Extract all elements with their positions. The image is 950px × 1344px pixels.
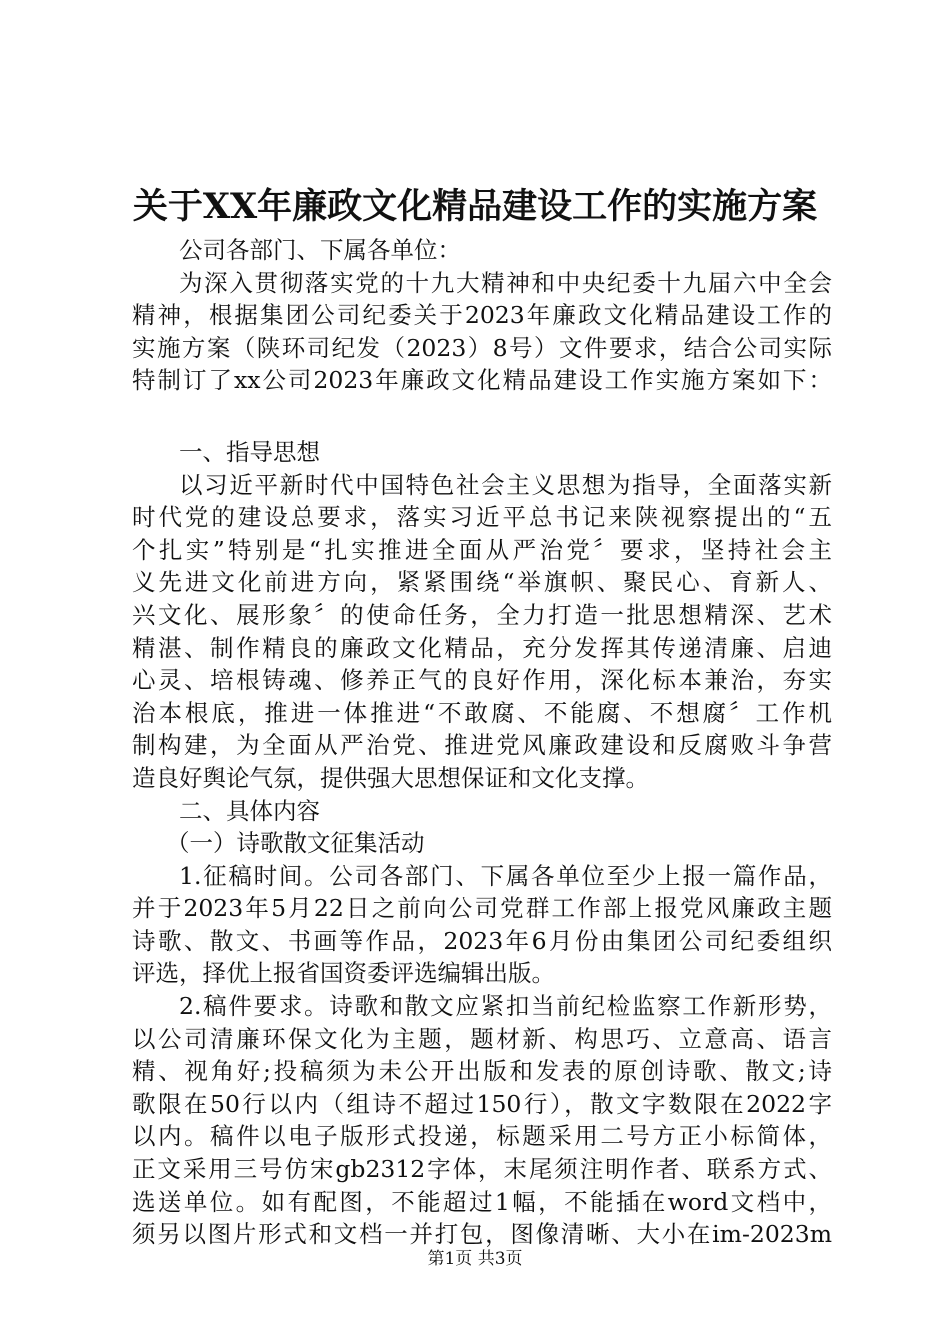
text-line: 正文采用三号仿宋gb2312字体，末尾须注明作者、联系方式、: [132, 1155, 832, 1184]
text-line: 兴文化、展形象〞的使命任务，全力打造一批思想精深、艺术: [132, 600, 832, 629]
text-line: 为深入贯彻落实党的十九大精神和中央纪委十九届六中全会: [179, 268, 832, 297]
text-line: 公司各部门、下属各单位：: [179, 236, 461, 264]
text-line: 二、具体内容: [179, 796, 320, 825]
text-line: 精湛、制作精良的廉政文化精品，充分发挥其传递清廉、启迪: [132, 633, 832, 662]
text-line: 并于2023年5月22日之前向公司党群工作部上报党风廉政主题: [132, 894, 832, 923]
text-line: （一）诗歌散文征集活动: [166, 829, 425, 858]
document-title: 关于XX年廉政文化精品建设工作的实施方案: [132, 186, 818, 227]
text-line: 义先进文化前进方向，紧紧围绕“举旗帜、聚民心、育新人、: [132, 568, 832, 597]
text-line: 以内。稿件以电子版形式投递，标题采用二号方正小标简体，: [132, 1122, 832, 1151]
text-line: 造良好舆论气氛，提供强大思想保证和文化支撑。: [132, 763, 649, 792]
text-line: 精、视角好;投稿须为未公开出版和发表的原创诗歌、散文;诗: [132, 1057, 832, 1086]
document-body: [132, 234, 832, 1251]
text-line: 一、指导思想: [179, 437, 320, 466]
text-line: 诗歌、散文、书画等作品，2023年6月份由集团公司纪委组织: [132, 926, 832, 955]
text-line: 个扎实”特别是“扎实推进全面从严治党〞要求，坚持社会主: [132, 535, 832, 564]
paragraph-gap: [132, 397, 832, 436]
page-footer: 第1页 共3页: [427, 1249, 523, 1269]
text-line: 特制订了xx公司2023年廉政文化精品建设工作实施方案如下：: [132, 366, 832, 395]
text-line: 选送单位。如有配图，不能超过1幅，不能插在word文档中，: [132, 1187, 832, 1216]
text-line: 以公司清廉环保文化为主题，题材新、构思巧、立意高、语言: [132, 1024, 832, 1053]
text-line: 时代党的建设总要求，落实习近平总书记来陕视察提出的“五: [132, 503, 832, 532]
text-line: 1.征稿时间。公司各部门、下属各单位至少上报一篇作品，: [179, 861, 832, 890]
text-line: 以习近平新时代中国特色社会主义思想为指导，全面落实新: [179, 470, 832, 499]
text-line: 制构建，为全面从严治党、推进党风廉政建设和反腐败斗争营: [132, 731, 832, 760]
text-line: 评选，择优上报省国资委评选编辑出版。: [132, 959, 555, 988]
text-line: 歌限在50行以内（组诗不超过150行），散文字数限在2022字: [132, 1089, 832, 1118]
text-line: 须另以图片形式和文档一并打包，图像清晰、大小在im-2023m: [132, 1220, 832, 1249]
text-line: 2.稿件要求。诗歌和散文应紧扣当前纪检监察工作新形势，: [179, 992, 832, 1021]
text-line: 心灵、培根铸魂、修养正气的良好作用，深化标本兼治，夯实: [132, 666, 832, 695]
text-line: 精神，根据集团公司纪委关于2023年廉政文化精品建设工作的: [132, 301, 832, 330]
text-line: 实施方案（陕环司纪发（2023）8号）文件要求，结合公司实际: [132, 333, 832, 362]
text-line: 治本根底，推进一体推进“不敢腐、不能腐、不想腐〞工作机: [132, 698, 832, 727]
